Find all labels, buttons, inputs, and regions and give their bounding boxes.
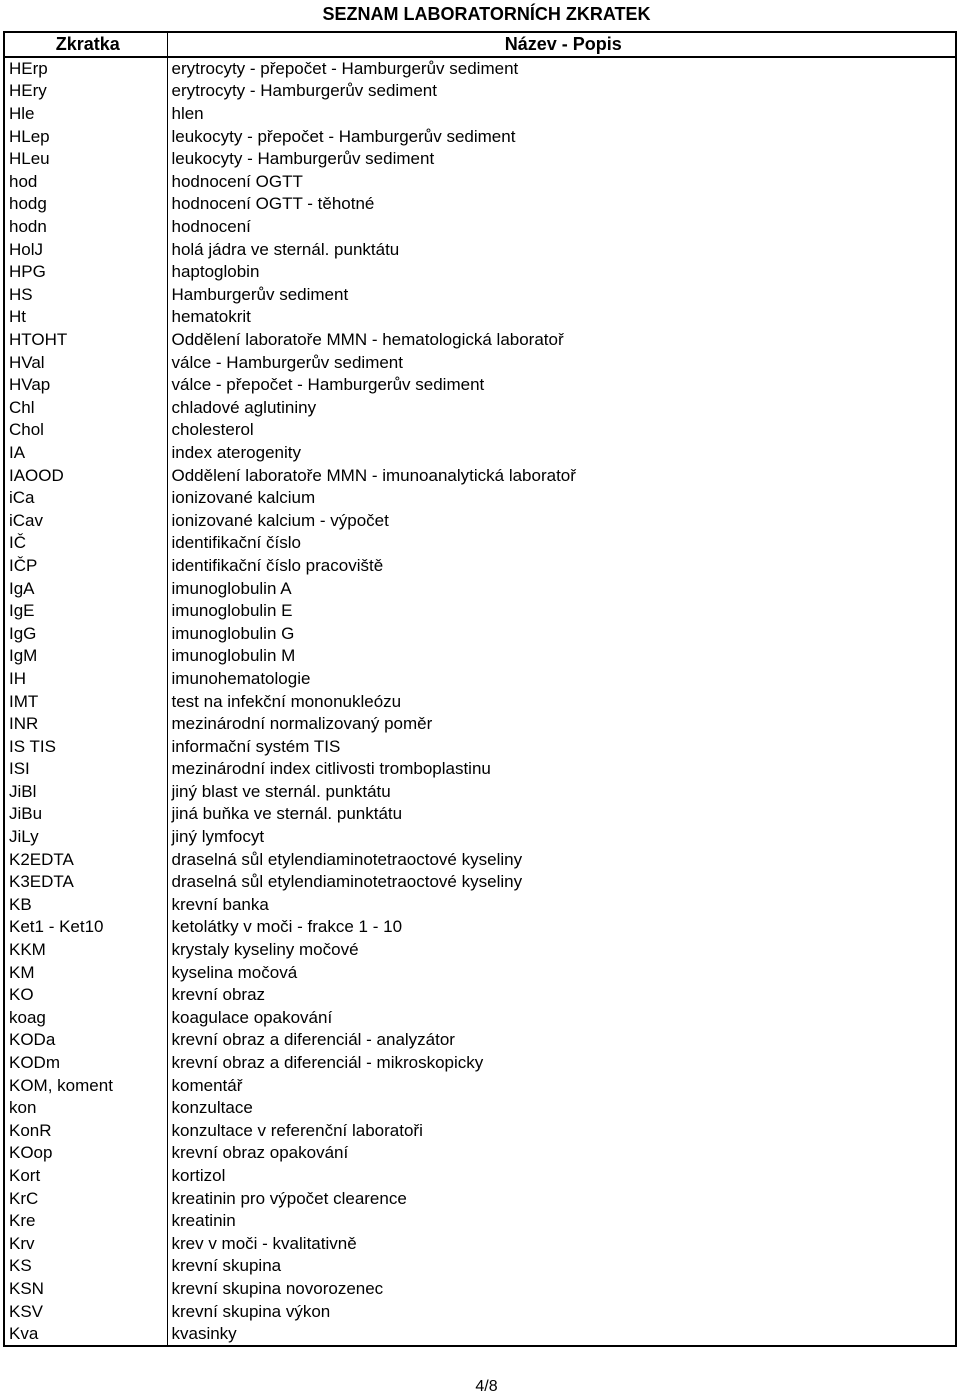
abbreviation-cell: KSV	[5, 1300, 167, 1323]
table-row	[5, 622, 955, 645]
abbreviation-table	[3, 31, 957, 1347]
abbreviation-cell: IH	[5, 668, 167, 691]
description-cell: kyselina močová	[171, 962, 298, 982]
description-cell: hodnocení OGTT - těhotné	[171, 194, 375, 214]
description-cell: kreatinin	[171, 1211, 236, 1231]
table-row	[5, 848, 955, 871]
abbreviation-cell: iCav	[5, 509, 167, 532]
description-cell: krevní skupina novorozenec	[171, 1278, 384, 1298]
abbreviation-cell: JiLy	[5, 826, 167, 849]
abbreviation-cell: IgA	[5, 577, 167, 600]
description-cell: holá jádra ve sternál. punktátu	[171, 239, 400, 259]
description-cell: ionizované kalcium	[171, 488, 316, 508]
table-row	[5, 1120, 955, 1143]
abbreviation-cell: KKM	[5, 939, 167, 962]
description-cell: imunoglobulin M	[171, 646, 296, 666]
table-row	[5, 668, 955, 691]
abbreviation-cell: iCa	[5, 487, 167, 510]
abbreviation-cell: KSN	[5, 1278, 167, 1301]
table-row	[5, 1052, 955, 1075]
table-row	[5, 1029, 955, 1052]
abbreviation-cell: Chol	[5, 419, 167, 442]
table-row	[5, 781, 955, 804]
table-row	[5, 80, 955, 103]
abbreviation-cell: HolJ	[5, 238, 167, 261]
description-cell: imunoglobulin G	[171, 623, 295, 643]
description-cell: krevní obraz	[171, 985, 266, 1005]
table-row	[5, 1323, 955, 1346]
abbreviation-cell: IMT	[5, 690, 167, 713]
table-row	[5, 329, 955, 352]
abbreviation-cell: IAOOD	[5, 464, 167, 487]
abbreviation-cell: KO	[5, 984, 167, 1007]
table-row	[5, 1300, 955, 1323]
table-row	[5, 193, 955, 216]
abbreviation-cell: hodn	[5, 216, 167, 239]
table-row	[5, 939, 955, 962]
table-row	[5, 397, 955, 420]
description-cell: informační systém TIS	[171, 736, 341, 756]
abbreviation-cell: IČ	[5, 532, 167, 555]
abbreviation-cell: HPG	[5, 261, 167, 284]
description-cell: draselná sůl etylendiaminotetraoctové kyseliny	[171, 872, 523, 892]
abbreviation-cell: Chl	[5, 397, 167, 420]
abbreviation-cell: HLep	[5, 125, 167, 148]
abbreviation-cell: kon	[5, 1097, 167, 1120]
table-row	[5, 1142, 955, 1165]
abbreviation-cell: K3EDTA	[5, 871, 167, 894]
table-row	[5, 555, 955, 578]
table-row	[5, 690, 955, 713]
description-cell: erytrocyty - Hamburgerův sediment	[171, 81, 437, 101]
table-row	[5, 735, 955, 758]
description-cell: krevní banka	[171, 894, 269, 914]
table-row	[5, 148, 955, 171]
table-row	[5, 57, 955, 81]
column-header-abbreviation: Zkratka	[5, 33, 167, 57]
description-cell: konzultace	[171, 1098, 253, 1118]
table-body	[5, 57, 955, 1346]
table-row	[5, 1074, 955, 1097]
abbreviation-cell: Kre	[5, 1210, 167, 1233]
description-cell: kreatinin pro výpočet clearence	[171, 1188, 407, 1208]
description-cell: krevní skupina	[171, 1256, 282, 1276]
column-header-description: Název - Popis	[167, 33, 955, 57]
description-cell: hodnocení OGTT	[171, 171, 303, 191]
abbreviation-cell: IgG	[5, 622, 167, 645]
table-row	[5, 894, 955, 917]
table-row	[5, 961, 955, 984]
description-cell: haptoglobin	[171, 262, 260, 282]
description-cell: ketolátky v moči - frakce 1 - 10	[171, 917, 403, 937]
description-cell: kvasinky	[171, 1324, 237, 1344]
description-cell: ionizované kalcium - výpočet	[171, 510, 389, 530]
table-row	[5, 713, 955, 736]
abbreviation-cell: hod	[5, 171, 167, 194]
abbreviation-cell: INR	[5, 713, 167, 736]
description-cell: koagulace opakování	[171, 1007, 333, 1027]
table-row	[5, 1278, 955, 1301]
abbreviation-cell: IS TIS	[5, 735, 167, 758]
abbreviation-cell: KS	[5, 1255, 167, 1278]
table-row	[5, 1097, 955, 1120]
description-cell: krev v moči - kvalitativně	[171, 1233, 357, 1253]
abbreviation-cell: KODm	[5, 1052, 167, 1075]
table-row	[5, 464, 955, 487]
description-cell: cholesterol	[171, 420, 254, 440]
description-cell: leukocyty - přepočet - Hamburgerův sediment	[171, 126, 516, 146]
abbreviation-cell: IČP	[5, 555, 167, 578]
table-row	[5, 487, 955, 510]
abbreviation-cell: KODa	[5, 1029, 167, 1052]
description-cell: válce - Hamburgerův sediment	[171, 352, 403, 372]
description-cell: erytrocyty - přepočet - Hamburgerův sediment	[171, 58, 519, 78]
abbreviation-cell: IgM	[5, 645, 167, 668]
description-cell: index aterogenity	[171, 442, 301, 462]
description-cell: Oddělení laboratoře MMN - imunoanalytická laboratoř	[171, 465, 576, 485]
abbreviation-cell: koag	[5, 1007, 167, 1030]
table-row	[5, 125, 955, 148]
abbreviation-cell: Kva	[5, 1323, 167, 1346]
description-cell: hodnocení	[171, 217, 251, 237]
abbreviation-cell: HEry	[5, 80, 167, 103]
table-row	[5, 532, 955, 555]
description-cell: komentář	[171, 1075, 243, 1095]
abbreviation-cell: HTOHT	[5, 329, 167, 352]
table-row	[5, 871, 955, 894]
page-number: 4/8	[475, 1378, 498, 1395]
table-row	[5, 916, 955, 939]
abbreviation-cell: KOop	[5, 1142, 167, 1165]
abbreviation-cell: HLeu	[5, 148, 167, 171]
description-cell: Hamburgerův sediment	[171, 284, 349, 304]
description-cell: identifikační číslo	[171, 533, 301, 553]
description-cell: krevní skupina výkon	[171, 1301, 331, 1321]
table-row	[5, 1232, 955, 1255]
abbreviation-cell: KB	[5, 894, 167, 917]
description-cell: identifikační číslo pracoviště	[171, 555, 384, 575]
abbreviation-cell: IgE	[5, 600, 167, 623]
abbreviation-cell: Kort	[5, 1165, 167, 1188]
description-cell: jiná buňka ve sternál. punktátu	[171, 804, 403, 824]
description-cell: test na infekční mononukleózu	[171, 691, 402, 711]
abbreviation-cell: ISI	[5, 758, 167, 781]
table-row	[5, 1165, 955, 1188]
description-cell: jiný blast ve sternál. punktátu	[171, 781, 391, 801]
abbreviation-cell: KrC	[5, 1187, 167, 1210]
description-cell: imunoglobulin A	[171, 578, 292, 598]
abbreviation-cell: HVap	[5, 374, 167, 397]
description-cell: krystaly kyseliny močové	[171, 940, 359, 960]
table-row	[5, 1255, 955, 1278]
abbreviation-cell: hodg	[5, 193, 167, 216]
abbreviation-cell: HVal	[5, 351, 167, 374]
table-row	[5, 600, 955, 623]
abbreviation-cell: Ket1 - Ket10	[5, 916, 167, 939]
table-header-row	[5, 33, 955, 57]
table-row	[5, 442, 955, 465]
table-row	[5, 306, 955, 329]
abbreviation-cell: HS	[5, 284, 167, 307]
table-row	[5, 826, 955, 849]
description-cell: mezinárodní index citlivosti tromboplastinu	[171, 759, 491, 779]
description-cell: konzultace v referenční laboratoři	[171, 1120, 423, 1140]
table-row	[5, 1210, 955, 1233]
description-cell: kortizol	[171, 1165, 226, 1185]
description-cell: hlen	[171, 104, 204, 124]
table-row	[5, 645, 955, 668]
abbreviation-cell: JiBu	[5, 803, 167, 826]
table-row	[5, 1007, 955, 1030]
abbreviation-cell: KM	[5, 961, 167, 984]
abbreviation-cell: JiBl	[5, 781, 167, 804]
table-row	[5, 803, 955, 826]
description-cell: chladové aglutininy	[171, 397, 317, 417]
table-row	[5, 171, 955, 194]
description-cell: imunohematologie	[171, 668, 311, 688]
description-cell: Oddělení laboratoře MMN - hematologická laboratoř	[171, 330, 564, 350]
description-cell: válce - přepočet - Hamburgerův sediment	[171, 375, 485, 395]
description-cell: imunoglobulin E	[171, 601, 293, 621]
description-cell: krevní obraz a diferenciál - analyzátor	[171, 1030, 455, 1050]
table-row	[5, 351, 955, 374]
table-row	[5, 419, 955, 442]
table-row	[5, 1187, 955, 1210]
page-title: SEZNAM LABORATORNÍCH ZKRATEK	[322, 4, 651, 24]
abbreviation-cell: Hle	[5, 103, 167, 126]
table-row	[5, 238, 955, 261]
table-row	[5, 577, 955, 600]
description-cell: jiný lymfocyt	[171, 827, 265, 847]
description-cell: krevní obraz a diferenciál - mikroskopicky	[171, 1053, 484, 1073]
description-cell: leukocyty - Hamburgerův sediment	[171, 149, 435, 169]
table-row	[5, 374, 955, 397]
table-row	[5, 509, 955, 532]
abbreviation-cell: KonR	[5, 1120, 167, 1143]
abbreviation-cell: K2EDTA	[5, 848, 167, 871]
description-cell: hematokrit	[171, 307, 251, 327]
table-row	[5, 284, 955, 307]
description-cell: draselná sůl etylendiaminotetraoctové kyseliny	[171, 849, 523, 869]
table-row	[5, 216, 955, 239]
abbreviation-cell: HErp	[5, 57, 167, 81]
description-cell: mezinárodní normalizovaný poměr	[171, 714, 433, 734]
description-cell: krevní obraz opakování	[171, 1143, 349, 1163]
table-row	[5, 103, 955, 126]
table-row	[5, 261, 955, 284]
table-row	[5, 984, 955, 1007]
abbreviation-cell: Ht	[5, 306, 167, 329]
table-row	[5, 758, 955, 781]
abbreviation-cell: Krv	[5, 1232, 167, 1255]
abbreviation-cell: IA	[5, 442, 167, 465]
abbreviation-cell: KOM, koment	[5, 1074, 167, 1097]
